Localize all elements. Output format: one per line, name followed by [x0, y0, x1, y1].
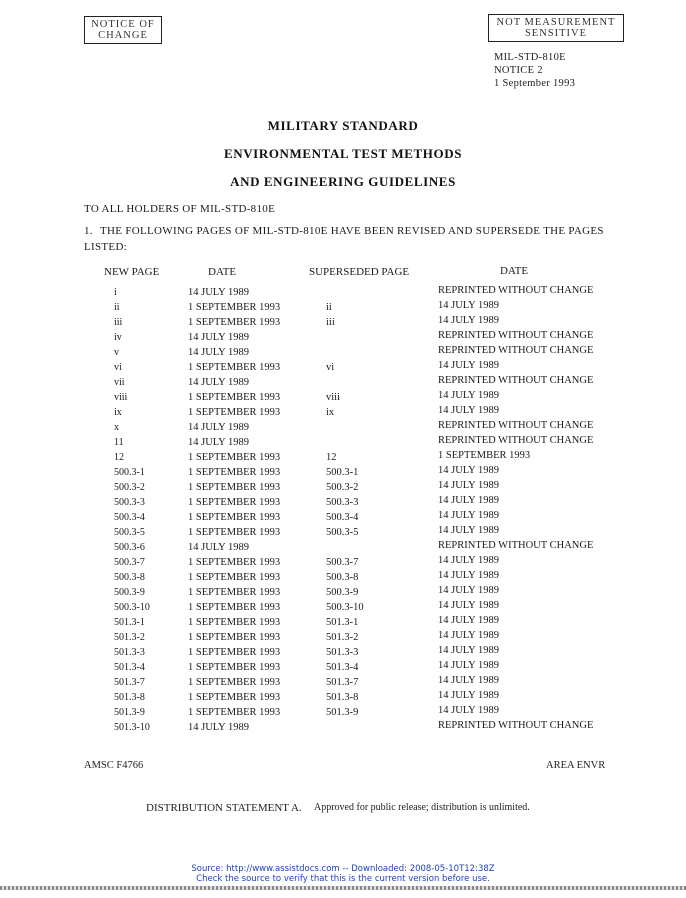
source-line-2: Check the source to verify that this is the current version before use.	[196, 874, 490, 884]
cell-superseded-date: 14 JULY 1989	[438, 555, 499, 566]
cell-new-page: iii	[114, 317, 123, 328]
cell-superseded-page: 12	[326, 452, 337, 463]
cell-date: 14 JULY 1989	[188, 347, 249, 358]
cell-superseded-date: 14 JULY 1989	[438, 360, 499, 371]
cell-superseded-date: REPRINTED WITHOUT CHANGE	[438, 435, 594, 446]
col-header-superseded-date: DATE	[500, 265, 529, 277]
cell-superseded-date: REPRINTED WITHOUT CHANGE	[438, 330, 594, 341]
cell-date: 14 JULY 1989	[188, 437, 249, 448]
cell-superseded-page: 501.3-3	[326, 647, 359, 658]
cell-superseded-page: 501.3-2	[326, 632, 359, 643]
cell-date: 14 JULY 1989	[188, 722, 249, 733]
cell-new-page: 501.3-3	[114, 647, 145, 658]
cell-date: 1 SEPTEMBER 1993	[188, 302, 281, 313]
cell-superseded-date: 14 JULY 1989	[438, 465, 499, 476]
cell-new-page: iv	[114, 332, 122, 343]
cell-superseded-date: 14 JULY 1989	[438, 600, 499, 611]
cell-superseded-page: 500.3-9	[326, 587, 359, 598]
cell-new-page: 501.3-9	[114, 707, 145, 718]
paragraph-text-line-1: THE FOLLOWING PAGES OF MIL-STD-810E HAVE BEEN REVISED AND SUPERSEDE THE PAGES	[100, 225, 604, 237]
cell-superseded-page: vi	[326, 362, 335, 373]
cell-new-page: vii	[114, 377, 125, 388]
cell-superseded-page: iii	[326, 317, 335, 328]
cell-superseded-page: 500.3-7	[326, 557, 359, 568]
cell-superseded-date: 14 JULY 1989	[438, 300, 499, 311]
cell-superseded-page: 501.3-8	[326, 692, 359, 703]
source-line-1[interactable]: Source: http://www.assistdocs.com -- Downloaded: 2008-05-10T12:38Z	[191, 864, 495, 874]
cell-new-page: 12	[114, 452, 124, 463]
cell-new-page: ix	[114, 407, 122, 418]
cell-new-page: viii	[114, 392, 128, 403]
cell-superseded-date: 14 JULY 1989	[438, 630, 499, 641]
cell-superseded-date: REPRINTED WITHOUT CHANGE	[438, 285, 594, 296]
cell-new-page: 500.3-9	[114, 587, 145, 598]
cell-date: 14 JULY 1989	[188, 422, 249, 433]
cell-superseded-date: 14 JULY 1989	[438, 585, 499, 596]
cell-superseded-page: ix	[326, 407, 335, 418]
cell-superseded-date: 14 JULY 1989	[438, 570, 499, 581]
scan-edge-band	[0, 886, 686, 890]
cell-superseded-page: 501.3-9	[326, 707, 359, 718]
cell-new-page: 501.3-2	[114, 632, 145, 643]
cell-superseded-page: ii	[326, 302, 332, 313]
distribution-label: DISTRIBUTION STATEMENT A.	[146, 802, 302, 814]
cell-date: 14 JULY 1989	[188, 287, 249, 298]
cell-date: 1 SEPTEMBER 1993	[188, 647, 281, 658]
cell-date: 1 SEPTEMBER 1993	[188, 557, 281, 568]
cell-superseded-date: 1 SEPTEMBER 1993	[438, 450, 531, 461]
title-line-2: ENVIRONMENTAL TEST METHODS	[223, 146, 463, 161]
cell-new-page: 501.3-1	[114, 617, 145, 628]
cell-date: 1 SEPTEMBER 1993	[188, 362, 281, 373]
amsc-code: AMSC F4766	[84, 760, 144, 771]
cell-superseded-date: 14 JULY 1989	[438, 480, 499, 491]
cell-date: 14 JULY 1989	[188, 377, 249, 388]
cell-new-page: 500.3-3	[114, 497, 145, 508]
source-notice	[0, 864, 686, 884]
cell-date: 1 SEPTEMBER 1993	[188, 587, 281, 598]
cell-new-page: 500.3-2	[114, 482, 145, 493]
cell-date: 1 SEPTEMBER 1993	[188, 632, 281, 643]
cell-superseded-page: 500.3-8	[326, 572, 359, 583]
cell-superseded-date: 14 JULY 1989	[438, 405, 499, 416]
cell-new-page: 500.3-10	[114, 602, 150, 613]
cell-superseded-page: 500.3-1	[326, 467, 359, 478]
cell-date: 1 SEPTEMBER 1993	[188, 707, 281, 718]
cell-new-page: 500.3-4	[114, 512, 145, 523]
cell-superseded-date: 14 JULY 1989	[438, 690, 499, 701]
notice-date: 1 September 1993	[494, 78, 576, 89]
cell-new-page: vi	[114, 362, 122, 373]
cell-new-page: i	[114, 287, 117, 298]
cell-superseded-page: 501.3-1	[326, 617, 359, 628]
cell-new-page: ii	[114, 302, 120, 313]
notice-of-change-box: NOTICE OF CHANGE	[84, 16, 162, 44]
cell-new-page: 500.3-6	[114, 542, 145, 553]
cell-date: 1 SEPTEMBER 1993	[188, 452, 281, 463]
cell-date: 1 SEPTEMBER 1993	[188, 512, 281, 523]
cell-superseded-date: REPRINTED WITHOUT CHANGE	[438, 720, 594, 731]
cell-date: 1 SEPTEMBER 1993	[188, 392, 281, 403]
cell-date: 1 SEPTEMBER 1993	[188, 572, 281, 583]
cell-date: 1 SEPTEMBER 1993	[188, 497, 281, 508]
cell-date: 14 JULY 1989	[188, 542, 249, 553]
cell-new-page: 500.3-5	[114, 527, 145, 538]
cell-superseded-page: 501.3-7	[326, 677, 359, 688]
cell-superseded-page: 500.3-10	[326, 602, 364, 613]
cell-superseded-date: REPRINTED WITHOUT CHANGE	[438, 420, 594, 431]
cell-date: 1 SEPTEMBER 1993	[188, 467, 281, 478]
cell-superseded-page: 500.3-4	[326, 512, 359, 523]
cell-superseded-date: 14 JULY 1989	[438, 525, 499, 536]
cell-superseded-page: 501.3-4	[326, 662, 359, 673]
cell-new-page: 501.3-8	[114, 692, 145, 703]
cell-superseded-date: 14 JULY 1989	[438, 675, 499, 686]
cell-date: 1 SEPTEMBER 1993	[188, 677, 281, 688]
cell-date: 14 JULY 1989	[188, 332, 249, 343]
title-line-1: MILITARY STANDARD	[267, 118, 419, 133]
cell-superseded-page: viii	[326, 392, 341, 403]
col-header-superseded-page: SUPERSEDED PAGE	[309, 266, 410, 278]
cell-superseded-date: 14 JULY 1989	[438, 645, 499, 656]
cell-date: 1 SEPTEMBER 1993	[188, 692, 281, 703]
cell-date: 1 SEPTEMBER 1993	[188, 527, 281, 538]
cell-new-page: v	[114, 347, 119, 358]
cell-superseded-date: 14 JULY 1989	[438, 315, 499, 326]
col-header-date: DATE	[208, 266, 237, 278]
cell-date: 1 SEPTEMBER 1993	[188, 602, 281, 613]
cell-date: 1 SEPTEMBER 1993	[188, 407, 281, 418]
doc-id: MIL-STD-810E	[494, 52, 566, 63]
cell-superseded-date: 14 JULY 1989	[438, 705, 499, 716]
cell-superseded-date: 14 JULY 1989	[438, 390, 499, 401]
cell-new-page: 501.3-7	[114, 677, 145, 688]
cell-superseded-date: 14 JULY 1989	[438, 660, 499, 671]
cell-new-page: 500.3-7	[114, 557, 145, 568]
notice-number: NOTICE 2	[494, 65, 543, 76]
paragraph-text-line-2: LISTED:	[84, 241, 128, 253]
col-header-new-page: NEW PAGE	[104, 266, 160, 278]
cell-new-page: 501.3-10	[114, 722, 150, 733]
cell-new-page: 500.3-8	[114, 572, 145, 583]
cell-superseded-page: 500.3-2	[326, 482, 359, 493]
paragraph-number: 1.	[84, 225, 93, 237]
cell-new-page: 501.3-4	[114, 662, 145, 673]
cell-superseded-date: REPRINTED WITHOUT CHANGE	[438, 375, 594, 386]
addressee: TO ALL HOLDERS OF MIL-STD-810E	[84, 203, 276, 215]
cell-superseded-page: 500.3-3	[326, 497, 359, 508]
area-code: AREA ENVR	[546, 760, 606, 771]
cell-new-page: x	[114, 422, 119, 433]
cell-superseded-date: REPRINTED WITHOUT CHANGE	[438, 345, 594, 356]
not-measurement-sensitive-box: NOT MEASUREMENT SENSITIVE	[488, 14, 624, 42]
distribution-text: Approved for public release; distribution is unlimited.	[314, 802, 530, 813]
cell-date: 1 SEPTEMBER 1993	[188, 617, 281, 628]
cell-superseded-date: 14 JULY 1989	[438, 510, 499, 521]
cell-date: 1 SEPTEMBER 1993	[188, 482, 281, 493]
cell-new-page: 11	[114, 437, 124, 448]
cell-superseded-date: 14 JULY 1989	[438, 495, 499, 506]
cell-superseded-date: 14 JULY 1989	[438, 615, 499, 626]
cell-date: 1 SEPTEMBER 1993	[188, 662, 281, 673]
cell-date: 1 SEPTEMBER 1993	[188, 317, 281, 328]
title-line-3: AND ENGINEERING GUIDELINES	[230, 174, 456, 189]
cell-new-page: 500.3-1	[114, 467, 145, 478]
cell-superseded-page: 500.3-5	[326, 527, 359, 538]
cell-superseded-date: REPRINTED WITHOUT CHANGE	[438, 540, 594, 551]
